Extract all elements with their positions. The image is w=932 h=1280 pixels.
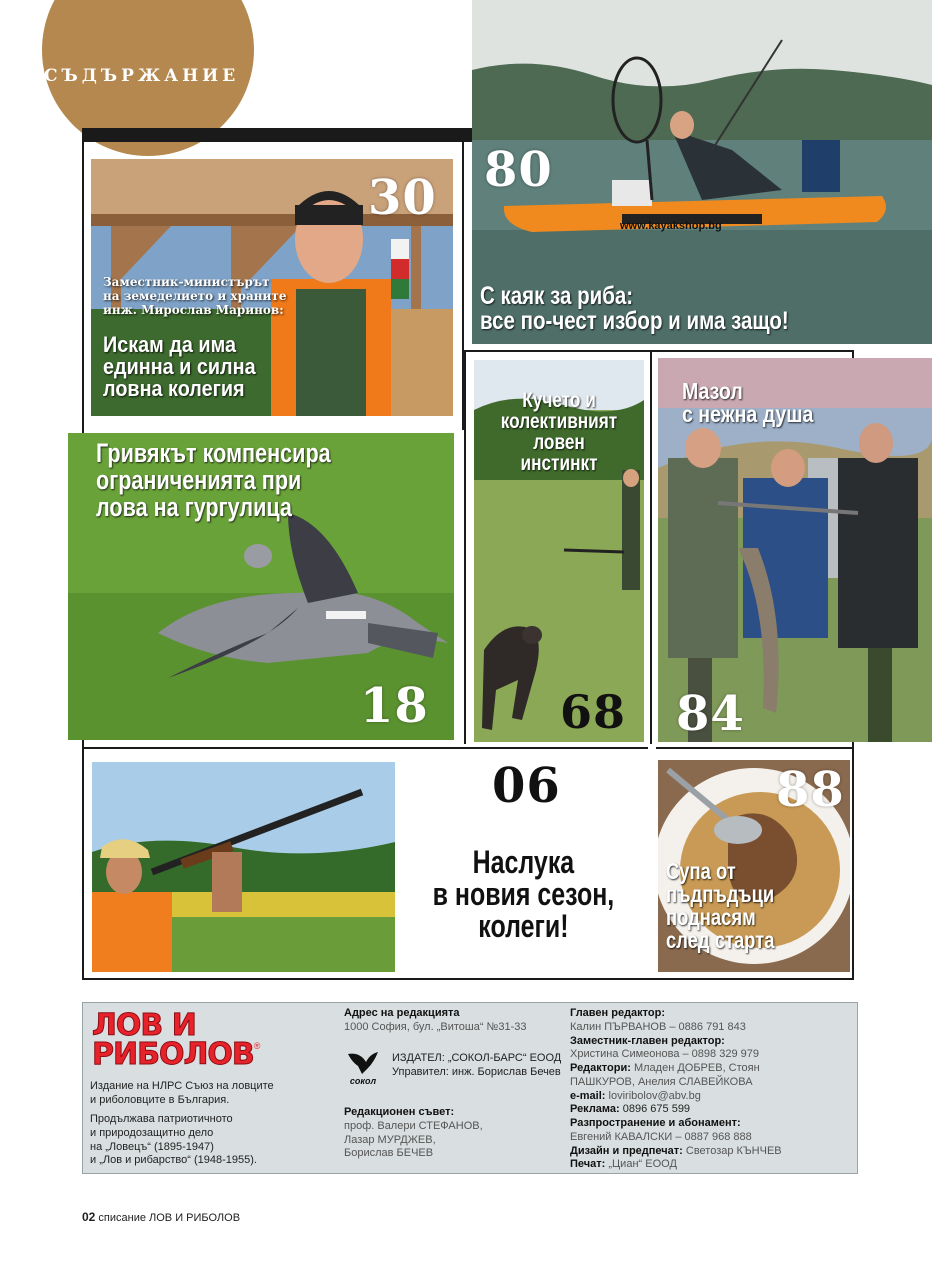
board-block xyxy=(344,1106,483,1161)
magazine-logo xyxy=(92,1008,261,1072)
about-line: и риболовците в България. xyxy=(90,1093,230,1106)
grid-line-bottom xyxy=(82,978,854,980)
manager-text: Управител: инж. Борислав Бечев xyxy=(392,1065,561,1078)
publisher-logo xyxy=(340,1050,386,1086)
header-bar xyxy=(82,128,472,142)
ads-phone: 0896 675 599 xyxy=(622,1103,691,1116)
chief-label: Главен редактор: xyxy=(570,1007,666,1019)
design-label: Дизайн и предпечат: xyxy=(570,1144,683,1157)
soup-headline[interactable] xyxy=(666,860,774,952)
board-line: проф. Валери СТЕФАНОВ, xyxy=(344,1119,483,1132)
dist-label: Разпространение и абонамент: xyxy=(570,1117,741,1129)
email-link[interactable]: loviribolov@abv.bg xyxy=(608,1089,701,1102)
legacy-line: на „Ловецъ“ (1895-1947) xyxy=(90,1140,214,1153)
falcon-icon xyxy=(346,1050,380,1076)
kicker-line: Заместник-министърът xyxy=(103,275,270,289)
kayak-boat-text: www.kayakshop.bg xyxy=(620,220,722,232)
headline-line: след старта xyxy=(666,927,775,953)
address-block xyxy=(344,1007,526,1035)
headline-line: инстинкт xyxy=(520,452,598,475)
page-number-06[interactable]: 06 xyxy=(492,758,561,814)
headline-line: ловна колегия xyxy=(103,376,245,401)
page-number-88[interactable]: 88 xyxy=(776,762,845,818)
kicker-line: инж. Мирослав Маринов: xyxy=(103,302,284,317)
grid-line xyxy=(464,350,854,352)
headline-line: все по-чест избор и има защо! xyxy=(480,307,789,335)
legacy-line: Продължава патриотичното xyxy=(90,1113,233,1125)
headline-line: ограниченията при xyxy=(96,465,302,495)
kicker-line: на земеделието и храните xyxy=(103,288,287,303)
board-line: Борислав БЕЧЕВ xyxy=(344,1147,434,1160)
headline-line: колективният xyxy=(500,410,618,433)
dist-text: Евгений КАВАЛСКИ – 0887 968 888 xyxy=(570,1130,752,1143)
grid-line xyxy=(82,747,648,749)
section-title: СЪДЪРЖАНИЕ xyxy=(44,66,240,86)
minister-kicker xyxy=(103,276,287,317)
publisher-logo-text: сокол xyxy=(349,1076,377,1086)
headline-line: Искам да има xyxy=(103,332,236,357)
editors-label: Редактори: xyxy=(570,1062,631,1074)
headline-line: Мазол xyxy=(682,378,743,404)
headline-line: лова на гургулица xyxy=(96,492,292,522)
board-label: Редакционен съвет: xyxy=(344,1106,455,1118)
staff-block xyxy=(570,1007,850,1172)
catfish-headline[interactable] xyxy=(682,380,813,426)
page-number-80[interactable]: 80 xyxy=(484,142,553,198)
dog-headline[interactable] xyxy=(474,390,644,474)
logo-line: РИБОЛОВ xyxy=(92,1036,254,1072)
legacy-line: и „Лов и рибарство“ (1948-1955). xyxy=(90,1154,257,1167)
publisher-block xyxy=(392,1052,561,1080)
headline-line: единна и силна xyxy=(103,354,256,379)
address-text: 1000 София, бул. „Витоша“ №31-33 xyxy=(344,1020,527,1033)
about-text xyxy=(90,1080,274,1108)
page-footer xyxy=(82,1210,240,1224)
editors-line: ПАШКУРОВ, Анелия СЛАВЕЙКОВА xyxy=(570,1075,753,1088)
headline-line: колеги! xyxy=(477,908,569,944)
headline-line: Наслука xyxy=(472,844,574,880)
page-number-30[interactable]: 30 xyxy=(368,170,437,226)
kayak-headline[interactable] xyxy=(480,284,789,334)
about-line: Издание на НЛРС Съюз на ловците xyxy=(90,1080,274,1092)
headline-line: С каяк за риба: xyxy=(480,282,634,310)
headline-line: Гривякът компенсира xyxy=(96,438,331,468)
headline-line: в новия сезон, xyxy=(432,876,614,912)
footer-page-number: 02 xyxy=(82,1210,96,1224)
print-text: „Циан“ ЕООД xyxy=(608,1158,677,1171)
deputy-text: Христина Симеонова – 0898 329 979 xyxy=(570,1048,759,1061)
design-text: Светозар КЪНЧЕВ xyxy=(685,1144,782,1157)
deputy-label: Заместник-главен редактор: xyxy=(570,1034,725,1047)
editors-line: Младен ДОБРЕВ, Стоян xyxy=(633,1062,760,1074)
page-number-84[interactable]: 84 xyxy=(676,686,745,742)
season-headline[interactable] xyxy=(404,846,642,942)
headline-line: пъдпъдъци xyxy=(666,881,775,907)
grid-line xyxy=(656,747,854,749)
logo-line: ЛОВ И xyxy=(92,1008,196,1043)
grid-line xyxy=(650,352,652,744)
headline-line: ловен xyxy=(533,431,585,454)
legacy-text xyxy=(90,1113,257,1168)
headline-line: поднасям xyxy=(666,904,756,930)
registered-mark: ® xyxy=(253,1040,261,1051)
address-label: Адрес на редакцията xyxy=(344,1007,460,1019)
print-label: Печат: xyxy=(570,1158,606,1171)
footer-label: списание ЛОВ И РИБОЛОВ xyxy=(98,1212,241,1224)
board-line: Лазар МУРДЖЕВ, xyxy=(344,1133,436,1146)
legacy-line: и природозащитно дело xyxy=(90,1126,214,1139)
publisher-text: ИЗДАТЕЛ: „СОКОЛ-БАРС“ ЕООД xyxy=(392,1052,562,1064)
minister-headline[interactable] xyxy=(103,334,256,400)
page-number-68[interactable]: 68 xyxy=(560,685,627,739)
pigeon-headline[interactable] xyxy=(96,440,331,521)
headline-line: Супа от xyxy=(666,858,736,884)
chief-text: Калин ПЪРВАНОВ – 0886 791 843 xyxy=(570,1020,746,1033)
page-number-18[interactable]: 18 xyxy=(360,678,429,734)
ads-label: Реклама: xyxy=(570,1103,620,1116)
email-label: e-mail: xyxy=(570,1089,606,1102)
headline-line: Кучето и xyxy=(522,389,596,412)
headline-line: с нежна душа xyxy=(682,401,814,427)
grid-line xyxy=(464,352,466,744)
season-photo[interactable] xyxy=(92,762,395,972)
